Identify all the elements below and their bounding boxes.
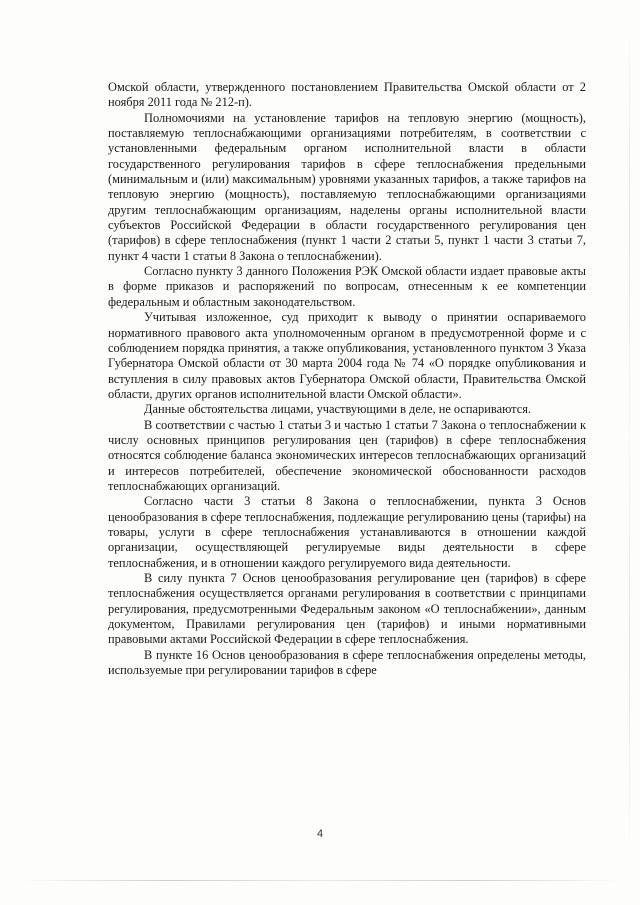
paragraph-9: В пункте 16 Основ ценообразования в сфере теплоснабжения определены методы, используемые при регулировании тарифов в сфере	[108, 647, 586, 678]
scan-edge-line	[18, 880, 622, 881]
paragraph-2: Полномочиями на установление тарифов на тепловую энергию (мощность), поставляемую теплоснабжающими организациями потребителям, в соответствии с установленными федеральным органом исполнительной власти в области государственного регулирования тарифов в сфере теплоснабжения предельными (минимальным и (или) максимальным) уровнями указанных тарифов, а также тарифов на тепловую энергию (мощность), поставляемую теплоснабжающими организациями другим теплоснабжающим организациям, наделены органы исполнительной власти субъектов Российской Федерации в области государственного регулирования цен (тарифов) в сфере теплоснабжения (пункт 1 части 2 статьи 5, пункт 1 части 3 статьи 7, пункт 4 части 1 статьи 8 Закона о теплоснабжении).	[108, 110, 586, 263]
page-number: 4	[316, 828, 324, 840]
paragraph-4: Учитывая изложенное, суд приходит к выводу о принятии оспариваемого нормативного правового акта уполномоченным органом в предусмотренной форме и с соблюдением порядка принятия, а также опубликования, установленного пунктом 3 Указа Губернатора Омской области от 30 марта 2004 года № 74 «О порядке опубликования и вступления в силу правовых актов Губернатора Омской области, Правительства Омской области, других органов исполнительной власти Омской области».	[108, 310, 586, 401]
paragraph-5: Данные обстоятельства лицами, участвующими в деле, не оспариваются.	[144, 402, 532, 417]
paragraph-8: В силу пункта 7 Основ ценообразования регулирование цен (тарифов) в сфере теплоснабжения осуществляется органами регулирования в соответствии с принципами регулирования, предусмотренными Федеральным законом «О теплоснабжении», данным документом, Правилами регулирования цен (тарифов) и иными нормативными правовыми актами Российской Федерации в сфере теплоснабжения.	[108, 571, 586, 647]
document-body	[108, 80, 586, 678]
paragraph-3: Согласно пункту 3 данного Положения РЭК Омской области издает правовые акты в форме приказов и распоряжений по вопросам, отнесенным к ее компетенции федеральным и областным законодательством.	[108, 264, 586, 309]
paragraph-1: Омской области, утвержденного постановлением Правительства Омской области от 2 ноября 2011 года № 212-п).	[108, 80, 586, 110]
scan-edge-shadow	[629, 10, 630, 865]
paragraph-7: Согласно части 3 статьи 8 Закона о теплоснабжении, пункта 3 Основ ценообразования в сфере теплоснабжения, подлежащие регулированию цены (тарифы) на товары, услуги в сфере теплоснабжения устанавливаются в отношении каждой организации, осуществляющей регулируемые виды деятельности в сфере теплоснабжения, и в отношении каждого регулируемого вида деятельности.	[108, 494, 586, 570]
paragraph-6: В соответствии с частью 1 статьи 3 и частью 1 статьи 7 Закона о теплоснабжении к числу основных принципов регулирования цен (тарифов) в сфере теплоснабжения относятся соблюдение баланса экономических интересов теплоснабжающих организаций и интересов потребителей, обеспечение экономической обоснованности расходов теплоснабжающих организаций.	[108, 417, 586, 493]
